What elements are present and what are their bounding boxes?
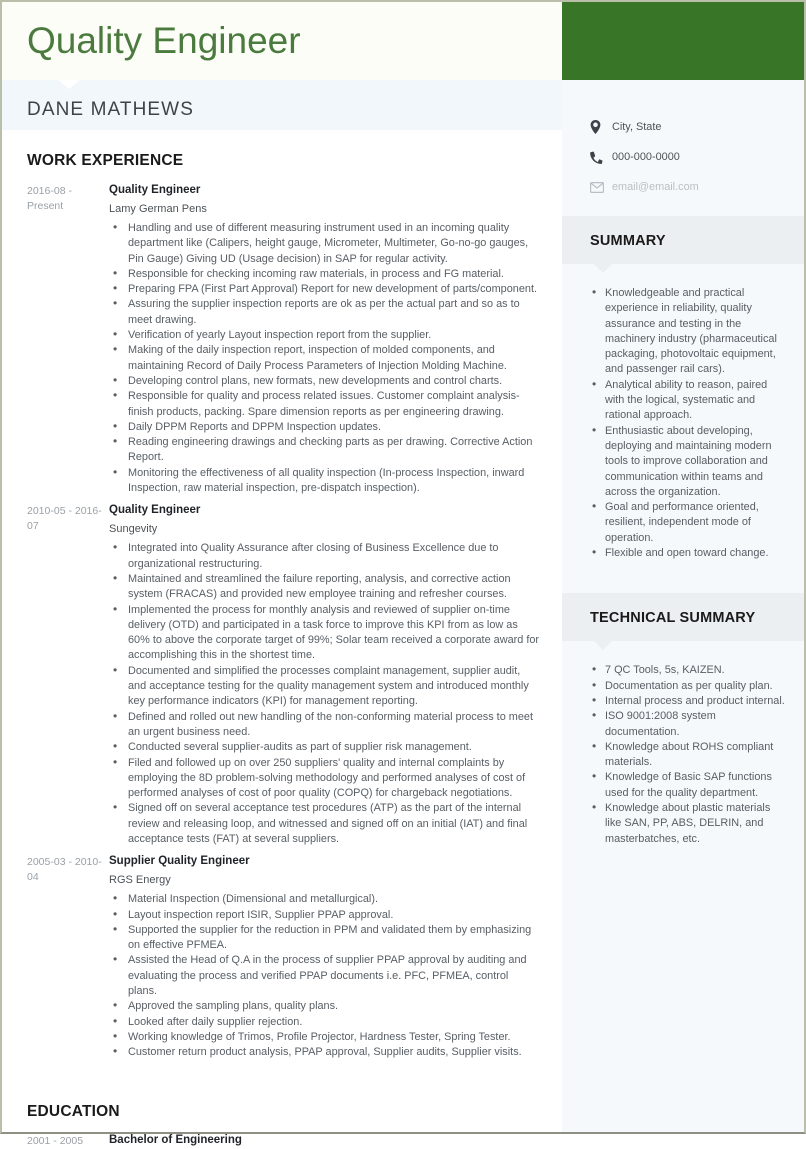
job-bullet-list (109, 541, 540, 847)
job-bullet: • Making of the daily inspection report, inspection of molded components, and maintaining Record of Daily Process Parameters of Injection Molding Machine. (109, 343, 540, 374)
job-bullet: • Integrated into Quality Assurance after closing of Business Excellence due to organizational restructuring. (109, 541, 540, 572)
job-bullet: • Responsible for quality and process related issues. Customer complaint analysis-finish products, packing. Spare dimension reports as per engineering drawing. (109, 389, 540, 420)
job-title: Quality Engineer (109, 184, 201, 196)
job-bullet: • Supported the supplier for the reduction in PPM and validated them by emphasizing on effective PFMEA. (109, 923, 540, 954)
section-title-education: EDUCATION (27, 1102, 120, 1120)
job-bullet: • Assisted the Head of Q.A in the process of supplier PPAP approval by auditing and evaluating the process and verified PPAP documents i.e. PFC, PFMEA, control plans. (109, 953, 540, 999)
work-experience-entry (2, 502, 562, 847)
job-bullet: • Signed off on several acceptance test procedures (ATP) as the part of the internal review and releasing loop, and witnessed and signed off on an initial (IAT) and final acceptance tests (FAT) at several suppliers. (109, 801, 540, 847)
technical-summary-bullet: • 7 QC Tools, 5s, KAIZEN. (590, 663, 788, 678)
contact-location-text: City, State (612, 121, 662, 133)
header-accent-block (562, 2, 804, 80)
job-body (109, 182, 562, 496)
technical-summary-bullet: • ISO 9001:2008 system documentation. (590, 709, 788, 740)
job-company: Lamy German Pens (109, 203, 207, 215)
summary-bullet: • Enthusiastic about developing, deploying and maintaining modern tools to improve collaboration and communication within teams and across the organization. (590, 424, 788, 500)
job-bullet: • Approved the sampling plans, quality plans. (109, 999, 540, 1014)
job-bullet: • Reading engineering drawings and checking parts as per drawing. Corrective Action Report. (109, 435, 540, 466)
job-title: Supplier Quality Engineer (109, 855, 250, 868)
technical-summary-bullet: • Knowledge of Basic SAP functions used for the quality department. (590, 770, 788, 801)
contact-row-phone (562, 142, 804, 172)
sidebar-section-technical-summary (562, 593, 804, 641)
job-company: Sungevity (109, 523, 158, 536)
job-bullet: • Daily DPPM Reports and DPPM Inspection updates. (109, 420, 540, 435)
page-title: Quality Engineer (27, 20, 301, 61)
job-bullet: • Assuring the supplier inspection reports are ok as per the actual part and so as to meet drawing. (109, 297, 540, 328)
job-bullet: • Documented and simplified the processes complaint management, supplier audit, and acceptance testing for the quality management system and introduced monthly key performance indicators (KPI) for management reporting. (109, 664, 540, 710)
sidebar-technical-summary-body (562, 641, 804, 857)
technical-summary-bullet-list (590, 663, 788, 847)
education-degree: Bachelor of Engineering (109, 1133, 242, 1146)
section-notch-icon (594, 264, 612, 273)
job-bullet: • Layout inspection report ISIR, Supplier PPAP approval. (109, 908, 540, 923)
technical-summary-bullet: • Internal process and product internal. (590, 694, 788, 709)
job-bullet: • Preparing FPA (First Part Approval) Report for new development of parts/component. (109, 282, 540, 297)
job-dates: 2016-08 - Present (27, 185, 72, 212)
contact-block (562, 80, 804, 216)
job-bullet: • Working knowledge of Trimos, Profile Projector, Hardness Tester, Spring Tester. (109, 1030, 540, 1045)
summary-bullet-list (590, 286, 788, 561)
job-bullet: • Maintained and streamlined the failure reporting, analysis, and corrective action system (FRACAS) and provided new employee training and refresher courses. (109, 572, 540, 603)
phone-icon (590, 150, 605, 164)
summary-bullet: • Flexible and open toward change. (590, 546, 788, 561)
summary-bullet: • Analytical ability to reason, paired with the logical, systematic and rational approach. (590, 378, 788, 424)
contact-phone-text: 000-000-0000 (612, 151, 680, 163)
sidebar (562, 80, 804, 1132)
sidebar-section-title-summary: SUMMARY (562, 216, 804, 264)
section-notch-icon (594, 641, 612, 650)
job-bullet: • Filed and followed up on over 250 suppliers' quality and internal complaints by employing the 8D problem-solving methodology and performed analyses of cost of performed analyses of cost of poor quality (COPQ) for chargeback negotiations. (109, 756, 540, 802)
technical-summary-bullet: • Knowledge about plastic materials like SAN, PP, ABS, DELRIN, and masterbatches, etc. (590, 801, 788, 847)
sidebar-summary-body (562, 264, 804, 571)
job-bullet-list (109, 221, 540, 496)
job-bullet: • Handling and use of different measuring instrument used in an incoming quality department like (Calipers, height gauge, Micrometer, Multimeter, Go-no-go gauges, Pin Gauge) Giving UD (Usage decision) in SAP for regular activity. (109, 221, 540, 267)
job-bullet: • Material Inspection (Dimensional and metallurgical). (109, 892, 540, 907)
job-bullet: • Implemented the process for monthly analysis and reviewed of supplier on-time delivery (OTD) and participated in a task force to improve this KPI from as low as 60% to above the corporate target of 99%; Solar team received a corporate award for accomplishing this in the shortest time. (109, 603, 540, 664)
work-experience-entry (2, 182, 562, 496)
envelope-icon (590, 180, 605, 194)
job-body (109, 853, 562, 1060)
job-bullet: • Monitoring the effectiveness of all quality inspection (In-process Inspection, inward Inspection, raw material inspection, pre-dispatch inspection). (109, 466, 540, 497)
education-dates: 2001 - 2005 (27, 1134, 84, 1147)
job-bullet: • Defined and rolled out new handling of the non-conforming material process to meet an urgent business need. (109, 710, 540, 741)
technical-summary-bullet: • Knowledge about ROHS compliant materials. (590, 740, 788, 771)
summary-bullet: • Goal and performance oriented, resilient, independent mode of operation. (590, 500, 788, 546)
main-column (2, 130, 562, 1147)
job-company: RGS Energy (109, 874, 171, 887)
job-dates: 2010-05 - 2016-07 (27, 505, 102, 533)
job-bullet: • Verification of yearly Layout inspection report from the supplier. (109, 328, 540, 343)
sidebar-spacer (562, 571, 804, 593)
technical-summary-bullet: • Documentation as per quality plan. (590, 679, 788, 694)
education-entry (2, 1133, 562, 1149)
contact-row-email (562, 172, 804, 202)
sidebar-section-summary (562, 216, 804, 264)
job-bullet: • Responsible for checking incoming raw materials, in process and FG material. (109, 267, 540, 282)
map-pin-icon (590, 120, 605, 134)
resume-inner (2, 2, 804, 1147)
summary-bullet: • Knowledgeable and practical experience in reliability, quality assurance and testing in the machinery industry (pharmaceutical packaging, photovoltaic equipment, and passenger rail cars). (590, 286, 788, 378)
job-dates: 2005-03 - 2010-04 (27, 856, 102, 884)
job-title: Quality Engineer (109, 504, 201, 517)
work-experience-entry (2, 853, 562, 1060)
job-bullet: • Customer return product analysis, PPAP approval, Supplier audits, Supplier visits. (109, 1045, 540, 1060)
job-body (109, 502, 562, 847)
job-bullet-list (109, 892, 540, 1060)
job-bullet: • Developing control plans, new formats, new developments and control charts. (109, 374, 540, 389)
contact-row-location (562, 112, 804, 142)
section-title-work-experience: WORK EXPERIENCE (27, 152, 184, 169)
contact-email-text: email@email.com (612, 181, 699, 193)
candidate-name: DANE MATHEWS (27, 99, 194, 120)
job-bullet: • Conducted several supplier-audits as part of supplier risk management. (109, 740, 540, 755)
job-bullet: • Looked after daily supplier rejection. (109, 1015, 540, 1030)
name-banner-notch-icon (58, 80, 80, 89)
sidebar-section-title-technical-summary: TECHNICAL SUMMARY (562, 593, 804, 641)
